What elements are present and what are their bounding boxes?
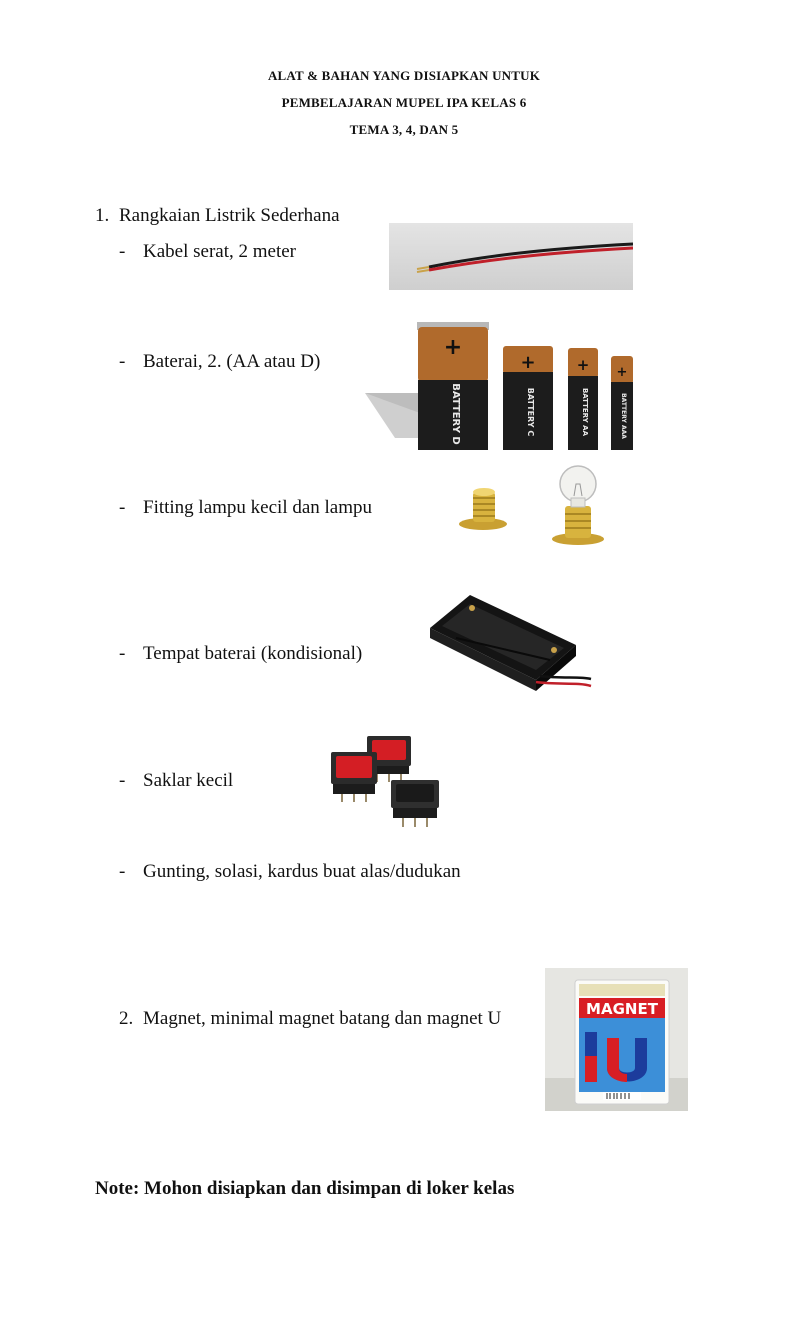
svg-text:+: +: [520, 352, 536, 373]
batteries-image: [365, 318, 635, 463]
magnet-package-label: MAGNET: [586, 1000, 658, 1018]
svg-text:+: +: [576, 356, 590, 374]
header-line-2: PEMBELAJARAN MUPEL IPA KELAS 6: [281, 95, 527, 110]
red-black-cable-image: [389, 223, 633, 295]
rocker-switch-image: [325, 730, 445, 837]
magnet-pack-image: [545, 968, 688, 1116]
section-2-number: 2.: [119, 1008, 134, 1029]
svg-text:+: +: [616, 365, 628, 380]
item-battery-label: Baterai, 2. (AA atau D): [143, 351, 321, 372]
battery-holder-image: [428, 590, 593, 700]
list-dash: -: [119, 241, 126, 262]
section-2-title: Magnet, minimal magnet batang dan magnet U: [143, 1008, 502, 1029]
battery-aa-label: BATTERY AA: [581, 387, 589, 437]
bulb-socket-image: [455, 460, 610, 553]
section-1-title: Rangkaian Listrik Sederhana: [119, 205, 340, 226]
list-dash: -: [119, 861, 126, 882]
list-dash: -: [119, 643, 126, 664]
list-dash: -: [119, 497, 126, 518]
battery-c-label: BATTERY C: [526, 387, 535, 437]
header-line-3: TEMA 3, 4, DAN 5: [349, 122, 459, 137]
item-bulb-label: Fitting lampu kecil dan lampu: [143, 497, 373, 518]
header-line-1: ALAT & BAHAN YANG DISIAPKAN UNTUK: [267, 68, 541, 83]
battery-d-label: BATTERY D: [450, 383, 461, 445]
list-dash: -: [119, 770, 126, 791]
section-1-number: 1.: [95, 205, 110, 226]
svg-text:+: +: [443, 335, 463, 360]
list-dash: -: [119, 351, 126, 372]
item-cable-label: Kabel serat, 2 meter: [143, 241, 296, 262]
item-switch-label: Saklar kecil: [143, 770, 234, 791]
item-tools-label: Gunting, solasi, kardus buat alas/dudukan: [143, 861, 461, 882]
battery-aaa-label: BATTERY AAA: [620, 393, 627, 439]
note-text: Note: Mohon disiapkan dan disimpan di loker kelas: [95, 1178, 515, 1199]
item-holder-label: Tempat baterai (kondisional): [143, 643, 363, 664]
